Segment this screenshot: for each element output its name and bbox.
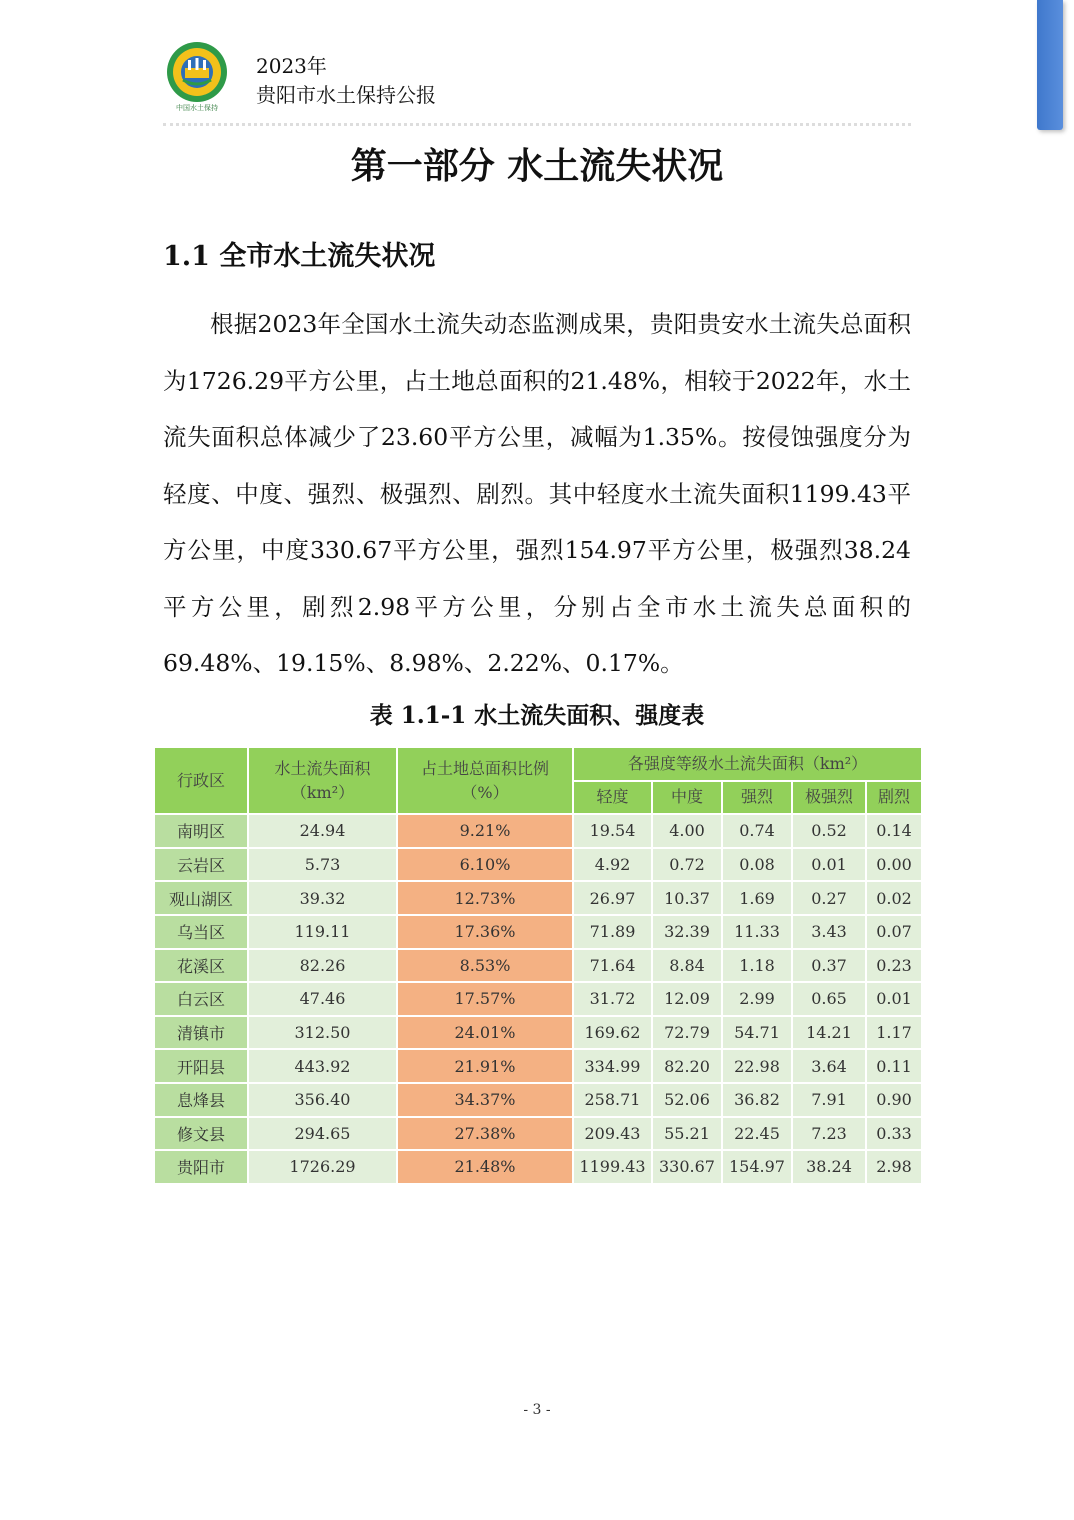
table-row bbox=[154, 848, 922, 882]
cell-moderate: 330.67 bbox=[652, 1150, 722, 1184]
cell-severe: 0.02 bbox=[866, 881, 922, 915]
cell-light: 4.92 bbox=[573, 848, 652, 882]
cell-severe: 0.01 bbox=[866, 982, 922, 1016]
table-row bbox=[154, 881, 922, 915]
cell-intense: 0.08 bbox=[722, 848, 792, 882]
cell-area: 39.32 bbox=[248, 881, 397, 915]
page-number: - 3 - bbox=[523, 1402, 551, 1418]
cell-severe: 0.14 bbox=[866, 814, 922, 848]
cell-region: 白云区 bbox=[154, 982, 248, 1016]
cell-severe: 1.17 bbox=[866, 1016, 922, 1050]
cell-light: 71.89 bbox=[573, 915, 652, 949]
cell-moderate: 4.00 bbox=[652, 814, 722, 848]
table-row bbox=[154, 915, 922, 949]
cell-light: 1199.43 bbox=[573, 1150, 652, 1184]
cell-light: 209.43 bbox=[573, 1117, 652, 1151]
cell-intense: 11.33 bbox=[722, 915, 792, 949]
cell-severe: 0.07 bbox=[866, 915, 922, 949]
table-row bbox=[154, 1150, 922, 1184]
header-divider bbox=[163, 123, 911, 126]
side-bookmark-tab bbox=[1037, 0, 1063, 130]
table-row bbox=[154, 1083, 922, 1117]
cell-moderate: 82.20 bbox=[652, 1049, 722, 1083]
cell-area: 443.92 bbox=[248, 1049, 397, 1083]
cell-ratio: 34.37% bbox=[397, 1083, 573, 1117]
cell-intense: 54.71 bbox=[722, 1016, 792, 1050]
cell-region: 乌当区 bbox=[154, 915, 248, 949]
table-row bbox=[154, 1117, 922, 1151]
body-paragraph: 根据2023年全国水土流失动态监测成果，贵阳贵安水土流失总面积为1726.29平方公里，占土地总面积的21.48%，相较于2022年，水土流失面积总体减少了23.60平方公里，减幅为1.35%。按侵蚀强度分为轻度、中度、强烈、极强烈、剧烈。其中轻度水土流失面积1199.43平方公里，中度330.67平方公里，强烈154.97平方公里，极强烈38.24平方公里，剧烈2.98平方公里，分别占全市水土流失总面积的69.48%、19.15%、8.98%、2.22%、0.17%。 bbox=[163, 310, 911, 677]
section-title: 1.1 全市水土流失状况 bbox=[163, 241, 436, 272]
cell-ratio: 9.21% bbox=[397, 814, 573, 848]
header-region: 行政区 bbox=[154, 747, 248, 814]
header-report-title: 贵阳市水土保持公报 bbox=[256, 83, 436, 107]
cell-moderate: 8.84 bbox=[652, 949, 722, 983]
cell-region: 修文县 bbox=[154, 1117, 248, 1151]
cell-ratio: 6.10% bbox=[397, 848, 573, 882]
header-area-line1: 水土流失面积 bbox=[274, 758, 371, 778]
cell-light: 334.99 bbox=[573, 1049, 652, 1083]
cell-intense: 22.98 bbox=[722, 1049, 792, 1083]
cell-moderate: 72.79 bbox=[652, 1016, 722, 1050]
cell-moderate: 55.21 bbox=[652, 1117, 722, 1151]
cell-very-intense: 3.43 bbox=[792, 915, 866, 949]
cell-very-intense: 7.23 bbox=[792, 1117, 866, 1151]
cell-region: 息烽县 bbox=[154, 1083, 248, 1117]
header-level-light: 轻度 bbox=[573, 781, 652, 815]
cell-ratio: 17.36% bbox=[397, 915, 573, 949]
cell-light: 258.71 bbox=[573, 1083, 652, 1117]
cell-intense: 1.18 bbox=[722, 949, 792, 983]
cell-intense: 2.99 bbox=[722, 982, 792, 1016]
header-ratio-line2: （%） bbox=[461, 782, 509, 802]
header-ratio-line1: 占土地总面积比例 bbox=[420, 758, 549, 778]
cell-very-intense: 7.91 bbox=[792, 1083, 866, 1117]
cell-area: 356.40 bbox=[248, 1083, 397, 1117]
cell-area: 82.26 bbox=[248, 949, 397, 983]
cell-very-intense: 3.64 bbox=[792, 1049, 866, 1083]
cell-area: 5.73 bbox=[248, 848, 397, 882]
cell-moderate: 32.39 bbox=[652, 915, 722, 949]
cell-ratio: 21.48% bbox=[397, 1150, 573, 1184]
cell-moderate: 12.09 bbox=[652, 982, 722, 1016]
cell-light: 26.97 bbox=[573, 881, 652, 915]
cell-severe: 2.98 bbox=[866, 1150, 922, 1184]
cell-very-intense: 38.24 bbox=[792, 1150, 866, 1184]
cell-region: 云岩区 bbox=[154, 848, 248, 882]
header-area-line2: （km²） bbox=[290, 782, 355, 802]
header-level-very-intense: 极强烈 bbox=[792, 781, 866, 815]
cell-moderate: 10.37 bbox=[652, 881, 722, 915]
cell-very-intense: 0.65 bbox=[792, 982, 866, 1016]
cell-severe: 0.33 bbox=[866, 1117, 922, 1151]
table-row bbox=[154, 982, 922, 1016]
cell-very-intense: 0.52 bbox=[792, 814, 866, 848]
cell-area: 24.94 bbox=[248, 814, 397, 848]
cell-region: 贵阳市 bbox=[154, 1150, 248, 1184]
cell-region: 观山湖区 bbox=[154, 881, 248, 915]
cell-intense: 0.74 bbox=[722, 814, 792, 848]
header-level-severe: 剧烈 bbox=[866, 781, 922, 815]
cell-area: 119.11 bbox=[248, 915, 397, 949]
header-area bbox=[248, 747, 397, 814]
cell-light: 19.54 bbox=[573, 814, 652, 848]
table-row bbox=[154, 1049, 922, 1083]
cell-ratio: 21.91% bbox=[397, 1049, 573, 1083]
cell-light: 71.64 bbox=[573, 949, 652, 983]
cell-moderate: 52.06 bbox=[652, 1083, 722, 1117]
header-text bbox=[256, 52, 436, 110]
soil-erosion-table bbox=[153, 746, 923, 1185]
cell-region: 开阳县 bbox=[154, 1049, 248, 1083]
header-level-intense: 强烈 bbox=[722, 781, 792, 815]
table-body bbox=[154, 814, 922, 1184]
cell-very-intense: 0.37 bbox=[792, 949, 866, 983]
header-levels-group: 各强度等级水土流失面积（km²） bbox=[573, 747, 922, 781]
cell-very-intense: 0.01 bbox=[792, 848, 866, 882]
cell-light: 169.62 bbox=[573, 1016, 652, 1050]
cell-ratio: 8.53% bbox=[397, 949, 573, 983]
cell-ratio: 24.01% bbox=[397, 1016, 573, 1050]
cell-intense: 36.82 bbox=[722, 1083, 792, 1117]
header-year: 2023年 bbox=[256, 54, 327, 78]
cell-region: 花溪区 bbox=[154, 949, 248, 983]
cell-severe: 0.11 bbox=[866, 1049, 922, 1083]
header-level-moderate: 中度 bbox=[652, 781, 722, 815]
cell-severe: 0.00 bbox=[866, 848, 922, 882]
table-caption: 表 1.1-1 水土流失面积、强度表 bbox=[369, 702, 705, 729]
cell-light: 31.72 bbox=[573, 982, 652, 1016]
table-row bbox=[154, 814, 922, 848]
cell-area: 294.65 bbox=[248, 1117, 397, 1151]
cell-severe: 0.23 bbox=[866, 949, 922, 983]
header-ratio bbox=[397, 747, 573, 814]
cell-very-intense: 0.27 bbox=[792, 881, 866, 915]
part-title: 第一部分 水土流失状况 bbox=[350, 146, 724, 187]
cell-area: 1726.29 bbox=[248, 1150, 397, 1184]
cell-intense: 154.97 bbox=[722, 1150, 792, 1184]
cell-ratio: 17.57% bbox=[397, 982, 573, 1016]
cell-region: 清镇市 bbox=[154, 1016, 248, 1050]
cell-severe: 0.90 bbox=[866, 1083, 922, 1117]
soil-conservation-logo bbox=[163, 40, 231, 112]
cell-moderate: 0.72 bbox=[652, 848, 722, 882]
cell-ratio: 27.38% bbox=[397, 1117, 573, 1151]
cell-region: 南明区 bbox=[154, 814, 248, 848]
svg-text:中国水土保持: 中国水土保持 bbox=[176, 104, 218, 112]
table-row bbox=[154, 1016, 922, 1050]
table-row bbox=[154, 949, 922, 983]
cell-very-intense: 14.21 bbox=[792, 1016, 866, 1050]
cell-intense: 1.69 bbox=[722, 881, 792, 915]
cell-area: 47.46 bbox=[248, 982, 397, 1016]
cell-area: 312.50 bbox=[248, 1016, 397, 1050]
cell-intense: 22.45 bbox=[722, 1117, 792, 1151]
cell-ratio: 12.73% bbox=[397, 881, 573, 915]
